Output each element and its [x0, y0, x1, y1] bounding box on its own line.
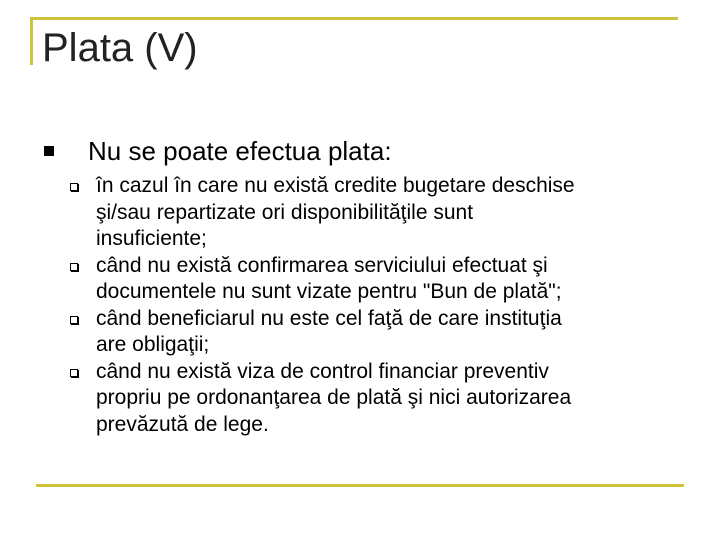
- square-bullet-icon: [44, 146, 54, 156]
- list-item-line: prevăzută de lege.: [96, 412, 269, 436]
- hollow-square-bullet-icon: [70, 369, 78, 377]
- list-item: [0, 359, 676, 439]
- hollow-square-bullet-icon: [70, 263, 78, 271]
- top-accent-line: [30, 17, 678, 20]
- list-item-line: în cazul în care nu există credite bugetare deschise: [96, 174, 575, 197]
- hollow-square-bullet-icon: [70, 316, 78, 324]
- sub-bullet-list: [0, 173, 700, 438]
- list-item: [0, 173, 676, 253]
- list-item-line: propriu pe ordonanţarea de plată şi nici autorizarea: [96, 386, 572, 409]
- list-item-line: şi/sau repartizate ori disponibilităţile sunt: [96, 200, 474, 224]
- list-item-line: are obligaţii;: [96, 333, 210, 356]
- main-bullet-text: Nu se poate efectua plata:: [88, 136, 392, 166]
- list-item-line: documentele nu sunt vizate pentru "Bun de plată";: [96, 280, 562, 303]
- list-item-line: când beneficiarul nu este cel faţă de care instituţia: [96, 306, 562, 330]
- list-item-line: insuficiente;: [96, 227, 207, 250]
- list-item-line: când nu există confirmarea serviciului efectuat şi: [96, 253, 548, 277]
- slide-title: Plata (V): [42, 26, 198, 70]
- left-accent-line: [30, 17, 33, 65]
- list-item: [0, 306, 676, 359]
- bottom-accent-line: [36, 484, 684, 487]
- list-item: [0, 253, 676, 306]
- list-item-line: când nu există viza de control financiar preventiv: [96, 359, 549, 383]
- hollow-square-bullet-icon: [70, 183, 78, 191]
